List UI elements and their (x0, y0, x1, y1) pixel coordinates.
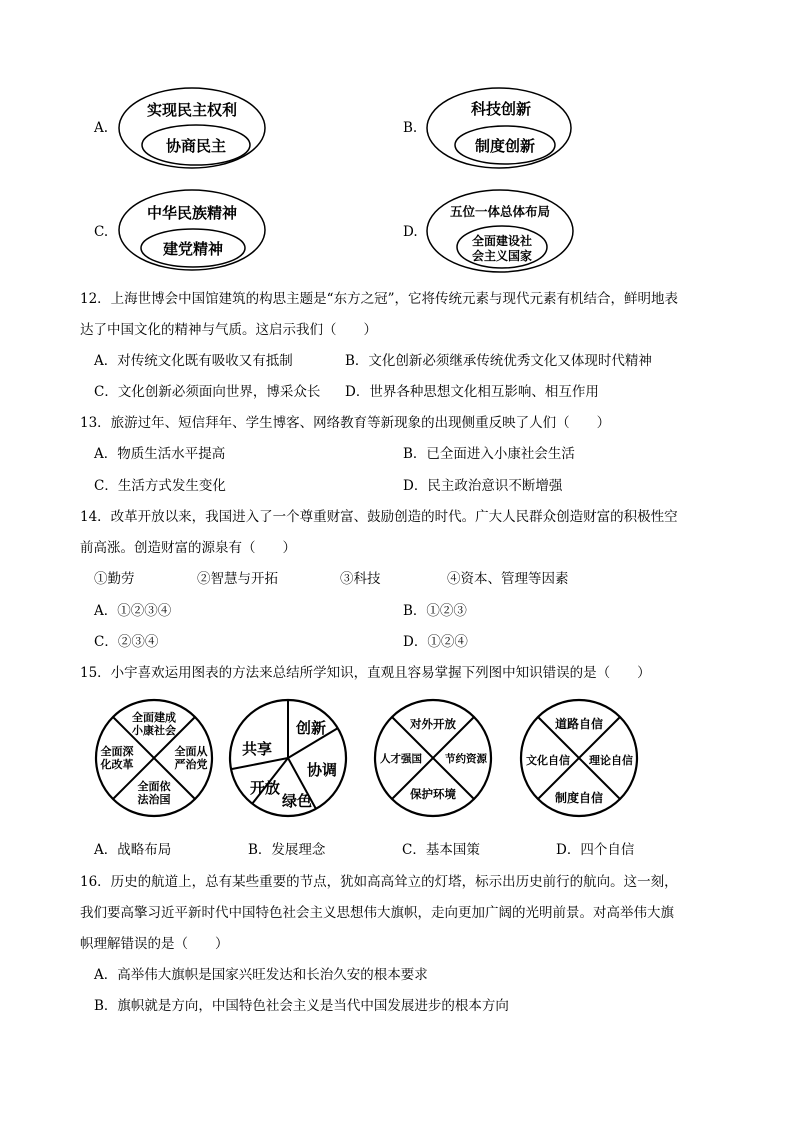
c1-bottom-line1: 全面依 (137, 780, 171, 793)
c3-top: 对外开放 (410, 717, 456, 731)
q12-stem-line1: 12．上海世博会中国馆建筑的构思主题是“东方之冠”，它将传统元素与现代元素有机结合，鲜明地表 (80, 291, 678, 307)
c2-right: 协调 (306, 761, 338, 779)
q12-option-a: A．对传统文化既有吸收又有抵制 (94, 353, 293, 369)
diagram-a-outer: 实现民主权利 (146, 101, 238, 119)
c4-left: 文化自信 (526, 754, 570, 767)
circle-four-confidences (521, 700, 637, 816)
diagram-b (425, 86, 573, 170)
q14-stem-line1: 14．改革开放以来，我国进入了一个尊重财富、鼓励创造的时代。广大人民群众创造财富的积极性空 (80, 509, 678, 525)
diagram-c (117, 188, 267, 272)
c1-left-line1: 全面深 (100, 745, 134, 758)
circle-development-concept (230, 700, 346, 816)
q16-stem-line2: 我们要高擎习近平新时代中国特色社会主义思想伟大旗帜，走向更加广阔的光明前景。对高举伟大旗 (80, 905, 674, 921)
q13-option-b: B．已全面进入小康社会生活 (403, 446, 575, 462)
q15-circle-diagrams (90, 698, 710, 820)
diagram-d-inner-line2: 会主义国家 (471, 249, 533, 263)
q16-option-b: B．旗帜就是方向，中国特色社会主义是当代中国发展进步的根本方向 (94, 998, 509, 1014)
c1-bottom-line2: 法治国 (137, 793, 171, 806)
diagram-a (117, 86, 267, 170)
diagram-c-outer: 中华民族精神 (146, 204, 238, 222)
option-b-letter: B. (403, 120, 418, 136)
q14-item-4: ④资本、管理等因素 (447, 571, 569, 587)
q15-option-d: D．四个自信 (556, 842, 635, 858)
c4-bottom: 制度自信 (554, 791, 604, 805)
q12-option-c: C．文化创新必须面向世界，博采众长 (94, 384, 321, 400)
c1-top-line2: 小康社会 (132, 724, 176, 737)
diagram-d-outer: 五位一体总体布局 (449, 204, 551, 219)
q14-option-a: A．①②③④ (94, 603, 172, 619)
c2-bottom-left: 开放 (249, 779, 281, 797)
q13-option-a: A．物质生活水平提高 (94, 446, 226, 462)
q13-stem: 13．旅游过年、短信拜年、学生博客、网络教育等新现象的出现侧重反映了人们（ ） (80, 415, 611, 431)
q16-stem-line3: 帜理解错误的是（ ） (80, 936, 229, 952)
diagram-d-inner-line1: 全面建设社 (471, 234, 533, 248)
c4-top: 道路自信 (554, 717, 604, 731)
c4-right: 理论自信 (589, 754, 633, 767)
diagram-d (425, 188, 575, 274)
c3-bottom: 保护环境 (410, 787, 456, 801)
q14-option-b: B．①②③ (403, 603, 467, 619)
c1-top-line1: 全面建成 (132, 711, 176, 724)
diagram-b-inner: 制度创新 (474, 137, 536, 155)
q14-item-3: ③科技 (340, 571, 381, 587)
q13-option-c: C．生活方式发生变化 (94, 478, 226, 494)
q12-option-d: D．世界各种思想文化相互影响、相互作用 (345, 384, 599, 400)
q16-stem-line1: 16．历史的航道上，总有某些重要的节点，犹如高高耸立的灯塔，标示出历史前行的航向。这一刻， (80, 874, 678, 890)
c1-left-line2: 化改革 (100, 758, 134, 771)
q14-item-2: ②智慧与开拓 (197, 571, 278, 587)
c1-right-line2: 严治党 (174, 758, 208, 771)
c2-left: 共享 (241, 740, 273, 758)
option-c-letter: C. (94, 224, 109, 240)
q14-option-c: C．②③④ (94, 634, 159, 650)
q16-option-a: A．高举伟大旗帜是国家兴旺发达和长治久安的根本要求 (94, 967, 428, 983)
q12-option-b: B．文化创新必须继承传统优秀文化又体现时代精神 (345, 353, 652, 369)
q15-option-a: A．战略布局 (94, 842, 172, 858)
q15-option-c: C．基本国策 (402, 842, 480, 858)
diagram-a-inner: 协商民主 (165, 137, 227, 155)
c3-left: 人才强国 (380, 753, 422, 765)
c3-right: 节约资源 (445, 753, 487, 765)
diagram-c-inner: 建党精神 (162, 240, 224, 258)
c2-top: 创新 (295, 719, 327, 737)
option-d-letter: D. (403, 224, 418, 240)
circle-basic-policy (375, 700, 491, 816)
q12-stem-line2: 达了中国文化的精神与气质。这启示我们（ ） (80, 322, 377, 338)
diagram-b-outer: 科技创新 (470, 100, 532, 118)
c1-right-line1: 全面从 (174, 745, 208, 758)
option-a-letter: A. (94, 120, 109, 136)
circle-strategic-layout (96, 700, 212, 816)
q15-option-b: B．发展理念 (248, 842, 326, 858)
q14-item-1: ①勤劳 (94, 571, 135, 587)
q14-option-d: D．①②④ (403, 634, 468, 650)
q15-stem: 15．小宇喜欢运用图表的方法来总结所学知识，直观且容易掌握下列图中知识错误的是（ ） (80, 665, 651, 681)
q14-stem-line2: 前高涨。创造财富的源泉有（ ） (80, 540, 296, 556)
q13-option-d: D．民主政治意识不断增强 (403, 478, 563, 494)
c2-bottom-right: 绿色 (281, 792, 313, 810)
